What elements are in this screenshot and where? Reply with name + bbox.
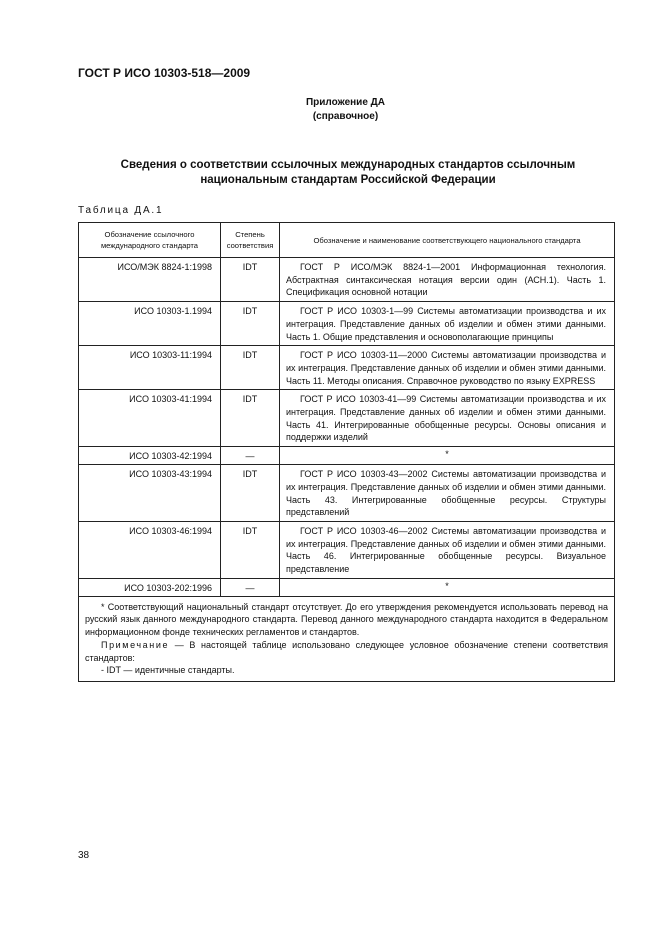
cell-degree: IDT <box>221 258 280 302</box>
correspondence-table <box>78 222 615 682</box>
table-row <box>79 258 615 302</box>
cell-national <box>280 465 615 522</box>
cell-national-text: ГОСТ Р ИСО 10303-43—2002 Системы автоматизации производства и их интеграция. Представление данных об изделии и обмен этими данными. Часть 43. Интегрированные обобщенные ресурсы. Структуры представлений <box>286 469 606 518</box>
header-national-standard: Обозначение и наименование соответствующего национального стандарта <box>280 223 615 258</box>
table-label: Таблица ДА.1 <box>78 205 164 216</box>
cell-degree: IDT <box>221 390 280 447</box>
cell-degree: IDT <box>221 346 280 390</box>
cell-national <box>280 258 615 302</box>
cell-reference: ИСО 10303-41:1994 <box>79 390 221 447</box>
cell-national-text: ГОСТ Р ИСО 10303-46—2002 Системы автоматизации производства и их интеграция. Представление данных об изделии и обмен этими данными. Часть 46. Интегрированные обобщенные ресурсы. Визуальное представление <box>286 525 606 575</box>
cell-national-text: ГОСТ Р ИСО 10303-41—99 Системы автоматизации производства и их интеграция. Представление данных об изделии и обмен этими данными. Часть 41. Интегрированные обобщенные ресурсы. Основы описания и поддержки изделий <box>286 394 606 443</box>
cell-degree: — <box>221 578 280 596</box>
cell-reference: ИСО 10303-43:1994 <box>79 465 221 522</box>
table-row <box>79 390 615 447</box>
header-reference-standard: Обозначение ссылочного международного стандарта <box>79 223 221 258</box>
cell-national <box>280 521 615 578</box>
cell-reference: ИСО 10303-202:1996 <box>79 578 221 596</box>
document-code: ГОСТ Р ИСО 10303-518—2009 <box>78 66 251 80</box>
table-row <box>79 578 615 596</box>
appendix-heading <box>0 96 661 124</box>
table-row <box>79 521 615 578</box>
note-label: Примечание <box>101 639 170 650</box>
table-notes <box>79 596 615 681</box>
appendix-subtitle: (справочное) <box>312 111 379 122</box>
table-row <box>79 302 615 346</box>
cell-degree: IDT <box>221 465 280 522</box>
note <box>85 639 608 664</box>
cell-national-text: ГОСТ Р ИСО/МЭК 8824-1—2001 Информационная технология. Абстрактная синтаксическая нотация версии один (АСН.1). Часть 1. Спецификация основной нотации <box>286 262 606 298</box>
header-degree: Степень соответствия <box>221 223 280 258</box>
cell-national <box>280 390 615 447</box>
note-text: — В настоящей таблице использовано следующее условное обозначение степени соответствия стандартов: <box>85 639 608 663</box>
section-title: Сведения о соответствии ссылочных международных стандартов ссылочным национальным стандартам Российской Федерации <box>120 159 576 186</box>
cell-degree: IDT <box>221 521 280 578</box>
cell-national-text: ГОСТ Р ИСО 10303-11—2000 Системы автоматизации производства и их интеграция. Представление данных об изделии и обмен этими данными. Часть 11. Методы описания. Справочное руководство по языку EXPRESS <box>286 350 606 386</box>
cell-degree: IDT <box>221 302 280 346</box>
cell-reference: ИСО 10303-46:1994 <box>79 521 221 578</box>
appendix-title: Приложение ДА <box>305 97 386 108</box>
note-item-text: - IDT — идентичные стандарты. <box>101 665 235 676</box>
cell-degree: — <box>221 447 280 465</box>
footnote-text: * Соответствующий национальный стандарт отсутствует. До его утверждения рекомендуется использовать перевод на русский язык данного международного стандарта. Перевод данного международного стандарта находится в Федеральном информационном фонде технических регламентов и стандартов. <box>85 601 608 638</box>
cell-national: * <box>280 578 615 596</box>
table-row <box>79 447 615 465</box>
footnote <box>85 601 608 639</box>
cell-national <box>280 302 615 346</box>
table-row <box>79 346 615 390</box>
cell-national: * <box>280 447 615 465</box>
page-number: 38 <box>78 850 90 861</box>
cell-reference: ИСО 10303-11:1994 <box>79 346 221 390</box>
table-row <box>79 465 615 522</box>
cell-national <box>280 346 615 390</box>
table-header-row <box>79 223 615 258</box>
cell-reference: ИСО 10303-42:1994 <box>79 447 221 465</box>
note-item <box>85 664 608 677</box>
cell-national-text: ГОСТ Р ИСО 10303-1—99 Системы автоматизации производства и их интеграция. Представление данных об изделии и обмен этими данными. Часть 1. Общие представления и основополагающие принципы <box>286 306 606 342</box>
table-notes-row <box>79 596 615 681</box>
cell-reference: ИСО 10303-1.1994 <box>79 302 221 346</box>
cell-reference: ИСО/МЭК 8824-1:1998 <box>79 258 221 302</box>
